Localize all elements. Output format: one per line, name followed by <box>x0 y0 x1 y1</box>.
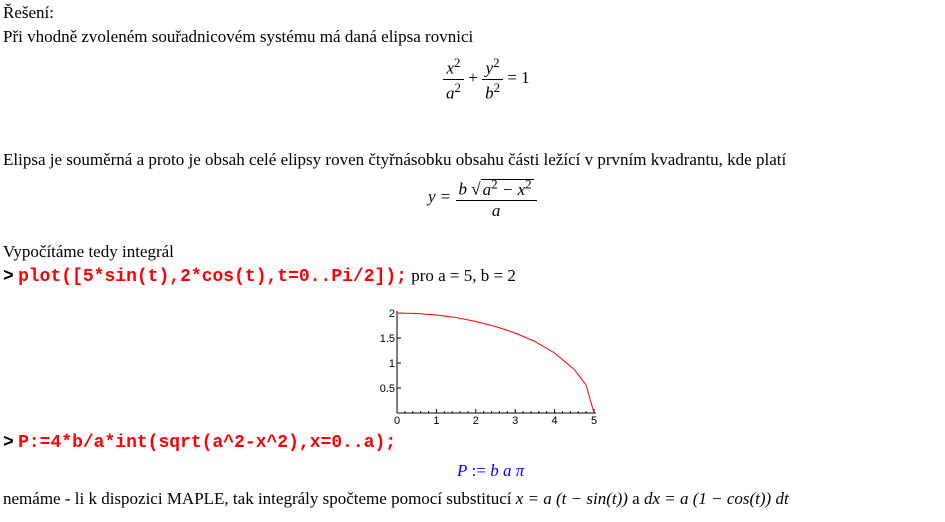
y-fraction <box>456 176 537 221</box>
x-tick-label: 4 <box>551 415 558 427</box>
x-tick-label: 0 <box>393 415 401 427</box>
result-lhs: P <box>457 461 468 480</box>
fraction-y <box>482 55 503 103</box>
ellipse-equation <box>443 55 530 103</box>
prompt: > <box>3 267 14 287</box>
equals-one: = 1 <box>507 68 530 88</box>
intro-text: Při vhodně zvoleném souřadnicovém systému má daná elipsa rovnici <box>3 27 474 46</box>
plus-sign: + <box>468 68 478 88</box>
exp: 2 <box>491 176 498 191</box>
final-and: a <box>632 489 640 508</box>
y-tick-label: 2 <box>388 308 395 320</box>
command-line-int[interactable] <box>3 432 396 453</box>
sqrt-icon: √ <box>471 179 481 199</box>
radicand-a: a <box>482 179 492 199</box>
x-tick-label: 1 <box>433 415 440 427</box>
exp: 2 <box>454 55 461 70</box>
prompt: > <box>3 433 14 453</box>
y-equation <box>428 176 537 221</box>
x-tick-label: 2 <box>472 415 479 427</box>
command-line-plot[interactable] <box>3 266 516 287</box>
fraction-x <box>443 55 464 103</box>
y-tick-label: 1 <box>388 358 395 370</box>
plot-series-line <box>397 313 594 413</box>
exp: 2 <box>493 79 501 95</box>
maple-result <box>457 461 524 481</box>
minus-x: − x <box>497 179 526 199</box>
y-tick-label: 0.5 <box>379 383 395 395</box>
x-tick-label: 3 <box>512 415 519 427</box>
exp: 2 <box>454 79 461 95</box>
exp: 2 <box>493 55 500 70</box>
symmetry-text: Elipsa je souměrná a proto je obsah celé elipsy roven čtyřnásobku obsahu části ležící v prvním kvadrantu, kde platí <box>3 150 787 169</box>
y-tick-label: 1.5 <box>379 333 395 345</box>
numerator-y: y <box>485 58 494 78</box>
plot-command[interactable]: plot([5*sin(t),2*cos(t),t=0..Pi/2]); <box>18 267 407 287</box>
heading: Řešení: <box>3 3 54 22</box>
result-rhs: b a π <box>490 461 525 480</box>
denominator-a: a <box>446 83 455 103</box>
final-text-main: nemáme - li k dispozici MAPLE, tak integrály spočteme pomocí substitucí <box>3 489 512 508</box>
compute-text: Vypočítáme tedy integrál <box>3 242 174 261</box>
coef-b: b <box>458 179 468 199</box>
sqrt-body <box>481 176 534 199</box>
numerator-x: x <box>446 58 455 78</box>
plot-note: pro a = 5, b = 2 <box>411 266 516 285</box>
substitution-dx: dx = a (1 − cos(t)) dt <box>643 489 789 508</box>
denominator-b: b <box>485 83 494 103</box>
integral-command[interactable]: P:=4*b/a*int(sqrt(a^2-x^2),x=0..a); <box>18 433 397 453</box>
denominator-a: a <box>491 200 501 220</box>
substitution-x: x = a (t − sin(t)) <box>515 489 628 508</box>
result-op: := <box>471 461 486 480</box>
x-tick-label: 5 <box>590 415 598 427</box>
exp: 2 <box>525 176 532 191</box>
final-text <box>3 489 789 509</box>
plot-chart <box>360 300 620 430</box>
y-lhs: y = <box>428 187 452 207</box>
